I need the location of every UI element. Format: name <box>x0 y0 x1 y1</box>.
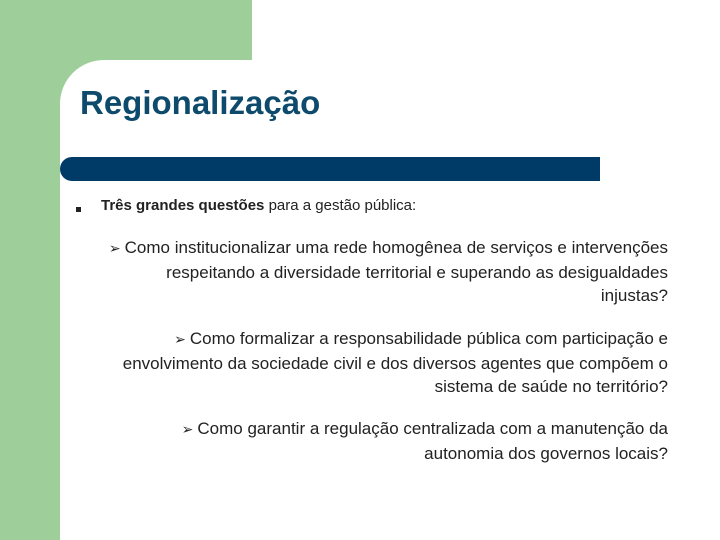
title-underline-bar <box>60 157 600 181</box>
question-text: Como formalizar a responsabilidade pública com participação e envolvimento da sociedade civil e dos diversos agentes que compõem o sistema de saúde no território? <box>122 329 668 396</box>
bullet-bold-text: Três grandes questões <box>101 197 265 214</box>
arrow-bullet-icon: ➢ <box>174 332 186 348</box>
square-bullet-icon <box>76 207 81 212</box>
question-item <box>108 236 668 307</box>
question-item <box>103 327 668 398</box>
question-text: Como institucionalizar uma rede homogênea de serviços e intervenções respeitando a diversidade territorial e superando as desigualdades injustas? <box>124 238 668 305</box>
arrow-bullet-icon: ➢ <box>181 422 194 438</box>
slide-title: Regionalização <box>80 84 321 121</box>
arrow-bullet-icon: ➢ <box>108 241 121 257</box>
bullet-text <box>101 197 416 214</box>
question-item <box>108 417 668 465</box>
question-text: Como garantir a regulação centralizada com a manutenção da autonomia dos governos locais? <box>197 419 668 463</box>
bullet-rest-text: para a gestão pública: <box>264 197 417 214</box>
